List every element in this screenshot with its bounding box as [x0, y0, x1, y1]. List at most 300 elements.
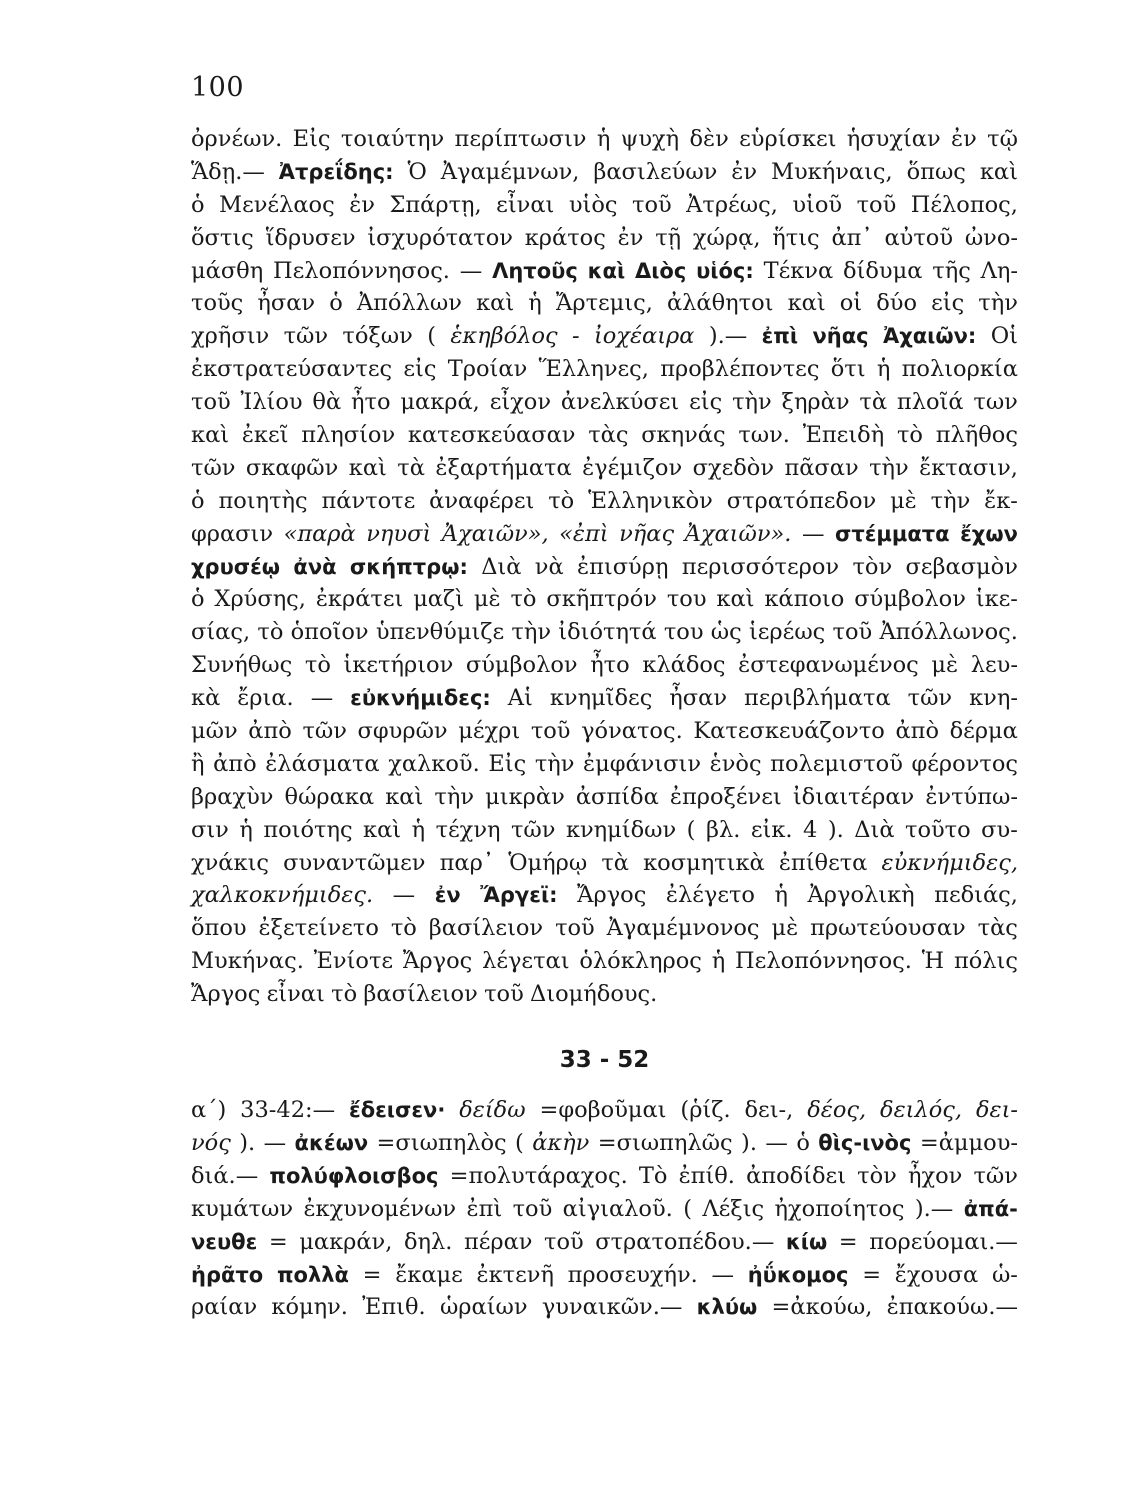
italic-word: «παρὰ — [283, 520, 356, 547]
word: ἐκεῖ — [241, 422, 289, 449]
lemma-word: εὐκνήμιδες: — [350, 686, 491, 711]
lemma-word: ἐν — [434, 883, 461, 908]
italic-word: νηυσὶ — [366, 520, 432, 547]
word: ὅτι — [830, 356, 866, 383]
text-line — [191, 551, 1018, 584]
word: Διὰ — [854, 816, 895, 843]
word: κνημίδων — [565, 816, 677, 843]
word: τῶν — [283, 323, 329, 350]
italic-word: εὐκνήμιδες, — [881, 849, 1018, 876]
word: τὰς — [588, 422, 629, 449]
italic-word: ἀκὴν — [532, 1129, 590, 1156]
word: ἐπίθετα — [778, 849, 868, 876]
word: τὸ — [331, 981, 358, 1008]
word: = — [838, 1228, 858, 1255]
word: Ἀτρέως, — [686, 191, 778, 218]
italic-word: δειλός, — [880, 1097, 963, 1124]
word: τοῦ — [544, 1228, 584, 1255]
word: φέροντος — [911, 750, 1018, 777]
word: βραχὺν — [191, 783, 274, 810]
text-line — [191, 978, 1018, 1011]
word: ἡ — [774, 882, 788, 909]
word: Αἱ — [507, 685, 533, 712]
text-line — [191, 189, 1018, 222]
word: πᾶσαν — [784, 454, 859, 481]
word: τὰ — [397, 454, 425, 481]
word: Εἰς — [488, 750, 527, 777]
word: καὶ — [979, 158, 1018, 185]
word: κράτος — [524, 224, 606, 251]
word: οἱ — [839, 290, 863, 317]
word: ὀρνέων. — [191, 126, 283, 152]
word: ὁ — [796, 1129, 810, 1156]
word: ἦχον — [907, 1162, 963, 1189]
word: =ἀκούω, — [771, 1294, 873, 1321]
word: ἐξαρτήματα — [435, 454, 572, 481]
word: τοῦ — [512, 1195, 553, 1222]
text-line — [191, 419, 1018, 452]
word: τόξων — [342, 323, 413, 350]
word: ἔρια. — [237, 685, 294, 712]
word: τέχνη — [435, 816, 501, 843]
word: Λη- — [980, 257, 1018, 284]
word: ἦτο — [590, 652, 630, 679]
text-line — [191, 912, 1018, 945]
word: ὁποῖον — [290, 619, 369, 646]
word: Ἀγαμέμνων, — [440, 158, 580, 185]
word: ποιητὴς — [218, 487, 308, 514]
italic-word: Ἀχαιῶν». — [684, 520, 792, 547]
text-line — [191, 1127, 1018, 1160]
text-line — [191, 1259, 1018, 1292]
word: ἑνὸς — [709, 750, 762, 777]
word: ).— — [914, 1195, 954, 1222]
word: τῆς — [932, 257, 971, 284]
text-line — [191, 1094, 1018, 1127]
lemma-word: Ἀχαιῶν: — [882, 324, 977, 349]
word: προβλέποντες — [660, 356, 820, 383]
word: = — [268, 1228, 288, 1255]
word: μὲ — [931, 652, 959, 679]
word: δει-, — [744, 1097, 794, 1124]
word: τὰ — [601, 849, 629, 876]
word: Σπάρτῃ, — [389, 191, 482, 218]
word: Ἀργολικὴ — [807, 882, 915, 909]
word: ἱκετήριον — [343, 652, 454, 679]
word: γυναικῶν.— — [541, 1294, 683, 1321]
word: θώρακα — [284, 783, 375, 810]
italic-word: δέος, — [807, 1097, 867, 1124]
word: ξηρὰν — [781, 389, 850, 416]
lemma-word: νευθε — [191, 1229, 258, 1254]
word: ἀναφέρει — [429, 487, 535, 514]
word: ἐπροξένει — [669, 783, 782, 810]
word: ). — [741, 1129, 757, 1156]
word: Εἰς — [292, 126, 331, 152]
word: συ- — [981, 816, 1018, 843]
word: ἡ — [239, 816, 253, 843]
word: ἡ — [411, 816, 426, 843]
word: ἰσχυρότατον — [367, 224, 513, 251]
word: τοῦ — [191, 389, 231, 416]
word: ἰδιαιτέραν — [792, 783, 915, 810]
lemma-word: υἱός: — [696, 258, 754, 283]
word: ).— — [708, 323, 748, 350]
word: καὶ — [716, 586, 755, 613]
word: Ἰλίου — [240, 389, 303, 416]
word: τὴν — [978, 290, 1018, 317]
word: τῶν — [907, 685, 953, 712]
word: αὐτοῦ — [884, 224, 954, 251]
italic-word: νῆας — [619, 520, 675, 547]
word: δίδυμα — [843, 257, 923, 284]
word: τὸ — [548, 487, 575, 514]
word: φρασιν — [191, 520, 274, 547]
word: σιν — [191, 816, 229, 843]
word: =ἀμμου- — [919, 1129, 1018, 1156]
text-line — [191, 1193, 1018, 1226]
lemma-word: κλύω — [696, 1295, 758, 1320]
text-line — [191, 649, 1018, 682]
word: ἔκαμε — [395, 1261, 463, 1288]
word: Ἀπόλλων — [356, 290, 462, 317]
lemma-word: Διὸς — [634, 258, 687, 283]
word: χνάκις — [191, 849, 269, 876]
word: περίπτωσιν — [454, 126, 587, 152]
word: σχεδὸν — [692, 454, 775, 481]
word: υἱὸς — [568, 191, 618, 218]
word: τῶν — [191, 454, 236, 481]
word: ἡ — [596, 126, 611, 152]
word: ἦτο — [351, 389, 391, 416]
italic-word: νός — [191, 1129, 231, 1156]
word: Λέξις — [702, 1195, 765, 1222]
word: — — [711, 1261, 735, 1288]
word: εἶχον — [489, 389, 552, 416]
word: ἐκχυνομένων — [303, 1195, 457, 1222]
word: ἐξετείνετο — [258, 915, 379, 942]
word: καὶ — [476, 290, 515, 317]
word: τὸν — [857, 1162, 897, 1189]
word: — — [765, 1129, 788, 1156]
word: μακρά, — [400, 389, 480, 416]
word: ὁ — [191, 586, 205, 613]
word: ἐπὶ — [466, 1195, 503, 1222]
word: κλάδος — [642, 652, 726, 679]
word: πέραν — [463, 1228, 533, 1255]
word: α´) — [191, 1097, 227, 1124]
word: σκηνάς — [641, 422, 726, 449]
word: Μυκήναις, — [770, 158, 893, 185]
word: — — [263, 1129, 287, 1156]
word: μαζὶ — [413, 586, 465, 613]
word: ( — [686, 816, 696, 843]
word: ποιότης — [263, 816, 353, 843]
text-line — [191, 1160, 1018, 1193]
word: ὑπενθύμιζε — [375, 619, 505, 646]
word: καὶ — [385, 783, 424, 810]
word: ἐγέμιζον — [582, 454, 683, 481]
word: τοῦ — [484, 981, 524, 1008]
word: =φοβοῦμαι — [539, 1097, 667, 1124]
word: Ἡ — [921, 948, 945, 975]
word: ἐμφάνισιν — [583, 750, 702, 777]
word: περισσότερον — [681, 553, 840, 580]
word: Ἕλληνες, — [538, 356, 649, 383]
text-line — [191, 682, 1018, 715]
text-line — [191, 255, 1018, 288]
text-line — [191, 156, 1018, 189]
word: ἀλάθητοι — [666, 290, 774, 317]
word: εἰκ. — [750, 816, 793, 843]
word: καὶ — [348, 454, 387, 481]
word: — — [801, 520, 825, 547]
word: ἥτις — [772, 224, 820, 251]
text-line — [191, 485, 1018, 518]
word: Συνήθως — [191, 652, 293, 679]
word: ἀποδίδει — [746, 1162, 847, 1189]
word: ὁ — [191, 191, 205, 218]
word: των. — [738, 422, 790, 449]
lemma-word: πολλὰ — [276, 1262, 349, 1287]
word: χαλκοῦ. — [388, 750, 480, 777]
word: ἀσπίδα — [575, 783, 659, 810]
word: τὸ — [510, 586, 537, 613]
lemma-word: χρυσέῳ — [191, 554, 281, 579]
word: ). — [827, 816, 844, 843]
word: τὸ — [257, 619, 284, 646]
word: Ἅδῃ.— — [191, 158, 265, 185]
word: κνη- — [969, 685, 1018, 712]
word: τοῦ — [832, 619, 873, 646]
word: Ἑλληνικὸν — [588, 487, 713, 514]
word: τοῦτο — [905, 816, 971, 843]
lemma-word: ἔχων — [960, 521, 1018, 546]
word: ἐν — [617, 224, 644, 251]
word: σκαφῶν — [245, 454, 339, 481]
word: ἀπὸ — [895, 718, 939, 745]
word: ἀνελκύσει — [560, 389, 680, 416]
italic-word: χαλκοκνήμιδες. — [191, 882, 374, 909]
word: συναντῶμεν — [283, 849, 426, 876]
italic-word: δείδω — [459, 1097, 526, 1124]
word: σύμβολον — [465, 652, 578, 679]
word: ἱερέως — [748, 619, 826, 646]
word: Ἄργος — [577, 882, 647, 909]
word: ( — [683, 1195, 692, 1222]
word: τὴν — [511, 619, 552, 646]
word: κυμάτων — [191, 1195, 294, 1222]
text-line — [191, 781, 1018, 814]
commentary-section-2 — [191, 1094, 1018, 1324]
word: εἰς — [403, 356, 437, 383]
text-line — [191, 1291, 1018, 1324]
word: 33-42:— — [240, 1097, 336, 1124]
word: εἰς — [689, 389, 723, 416]
word: Τέκνα — [763, 257, 834, 284]
word: χώρᾳ, — [692, 224, 761, 251]
word: ἰδιότητά — [558, 619, 657, 646]
word: — — [392, 882, 416, 909]
page-number: 100 — [191, 72, 245, 103]
word: τοῦ — [555, 915, 595, 942]
word: ἡ — [876, 356, 891, 383]
word: λέγεται — [482, 948, 570, 975]
italic-word: «ἐπὶ — [559, 520, 609, 547]
word: δύο — [876, 290, 917, 317]
word: τοῦ — [856, 191, 897, 218]
word: βασιλεύων — [593, 158, 718, 185]
lemma-word: στέμματα — [834, 521, 950, 546]
word: μικρὰν — [485, 783, 565, 810]
word: στρατοπέδου.— — [595, 1228, 775, 1255]
lemma-word: νῆας — [812, 324, 869, 349]
word: Ἐνίοτε — [313, 948, 394, 975]
word: Ὁμήρῳ — [508, 849, 588, 876]
word: =πολυτάραχος. — [449, 1162, 628, 1189]
word: αἰγιαλοῦ. — [562, 1195, 673, 1222]
word: σκῆπτρόν — [546, 586, 657, 613]
text-line — [191, 518, 1018, 551]
lemma-word: ἀνὰ — [293, 554, 337, 579]
word: τὴν — [534, 750, 575, 777]
word: πεδιάς, — [934, 882, 1018, 909]
word: ἵδρυσεν — [265, 224, 356, 251]
word: πλῆθος — [935, 422, 1018, 449]
word: ἐστεφανωμένος — [738, 652, 919, 679]
word: ἐν — [951, 126, 977, 152]
word: ἡ — [711, 948, 726, 975]
word: τῶν — [510, 816, 556, 843]
word: Ἀπόλλωνος. — [879, 619, 1018, 646]
word: πολεμιστοῦ — [770, 750, 903, 777]
word: μὲ — [771, 915, 799, 942]
word: Οἱ — [990, 323, 1018, 350]
word: ( — [515, 1129, 524, 1156]
word: του — [663, 619, 704, 646]
word: ἡ — [528, 290, 542, 317]
italic-word: δει- — [975, 1097, 1018, 1124]
word: ἠχοποίητος — [774, 1195, 905, 1222]
word: θὰ — [312, 389, 342, 416]
word: πάντοτε — [321, 487, 416, 514]
word: ἢ — [191, 750, 205, 777]
text-line — [191, 452, 1018, 485]
word: μάσθη — [191, 257, 264, 284]
word: =σιωπηλῶς — [597, 1129, 733, 1156]
lemma-word: ἀκέων — [294, 1130, 369, 1155]
text-line — [191, 123, 1018, 156]
text-line — [191, 616, 1018, 649]
lemma-word: ἀπά- — [963, 1196, 1018, 1221]
word: τὰ — [859, 389, 888, 416]
word: νὰ — [534, 553, 564, 580]
lemma-word: θὶς-ινὸς — [818, 1130, 912, 1155]
word: =σιωπηλὸς — [376, 1129, 507, 1156]
word: ἱκε- — [975, 586, 1018, 613]
word: ἐπίθ. — [678, 1162, 735, 1189]
word: Μενέλαος — [219, 191, 335, 218]
word: ὠνο- — [964, 224, 1018, 251]
word: ὡ- — [991, 1261, 1018, 1288]
word: δὲν — [689, 126, 729, 152]
word: περιβλήματα — [743, 685, 891, 712]
word: τὴν — [434, 783, 475, 810]
lemma-word: πολύφλοισβος — [269, 1163, 439, 1188]
word: ἀπὸ — [248, 718, 292, 745]
italic-word: ἰοχέαιρα — [593, 323, 695, 350]
word: των — [973, 389, 1018, 416]
text-line — [191, 847, 1018, 880]
text-line — [191, 945, 1018, 978]
word: ἡσυχίαν — [846, 126, 941, 152]
text-line — [191, 814, 1018, 847]
word: ὅστις — [191, 224, 254, 251]
word: ἦσαν — [669, 685, 727, 712]
word: ἐλάσματα — [265, 750, 380, 777]
word: πλοῖά — [896, 389, 964, 416]
word: βασίλειον — [363, 981, 478, 1008]
word: ἔκ- — [984, 487, 1018, 514]
text-line — [191, 879, 1018, 912]
word: του — [666, 586, 707, 613]
word: Ἀγαμέμνονος — [606, 915, 760, 942]
lemma-word: ἐπὶ — [761, 324, 799, 349]
word: ἐν — [731, 158, 758, 185]
word: ( — [427, 323, 436, 350]
word: ἦσαν — [257, 290, 316, 317]
word: τῶν — [973, 1162, 1018, 1189]
word: Πέλοπος, — [910, 191, 1018, 218]
word: ἐπισύρῃ — [577, 553, 669, 580]
lemma-word: ἠρᾶτο — [191, 1262, 264, 1287]
word: τὴν — [869, 454, 909, 481]
word: Μυκήνας. — [191, 948, 304, 975]
word: μέχρι — [458, 718, 521, 745]
text-line — [191, 287, 1018, 320]
word: πολιορκία — [901, 356, 1018, 383]
word: Πελοπόννησος. — [735, 948, 912, 975]
word: = — [862, 1261, 882, 1288]
italic-word: ἑκηβόλος — [450, 323, 558, 350]
word: Ἄργος — [191, 981, 261, 1008]
word: ἐκράτει — [315, 586, 404, 613]
word: εὑρίσκει — [739, 126, 837, 152]
word: πλησίον — [301, 422, 396, 449]
text-line — [191, 715, 1018, 748]
text-line — [191, 1226, 1018, 1259]
word: κνημῖδες — [549, 685, 653, 712]
word: τοῦς — [191, 290, 244, 317]
word: = — [362, 1261, 382, 1288]
word: σφυρῶν — [357, 718, 448, 745]
word: καὶ — [787, 290, 826, 317]
word: Διομήδους. — [530, 981, 658, 1008]
lemma-word: καὶ — [587, 258, 626, 283]
word: ἀπὸ — [213, 750, 257, 777]
word: εἶναι — [266, 981, 325, 1008]
word: δέρμα — [949, 718, 1018, 745]
word: κοσμητικὰ — [643, 849, 765, 876]
word: μὲ — [473, 586, 501, 613]
word: Πελοπόννησος. — [273, 257, 450, 284]
word: τὸ — [304, 652, 331, 679]
lemma-word: σκήπτρῳ: — [349, 554, 468, 579]
word: Ὁ — [407, 158, 427, 185]
text-line — [191, 748, 1018, 781]
word: τῷ — [987, 126, 1018, 152]
text-line — [191, 386, 1018, 419]
